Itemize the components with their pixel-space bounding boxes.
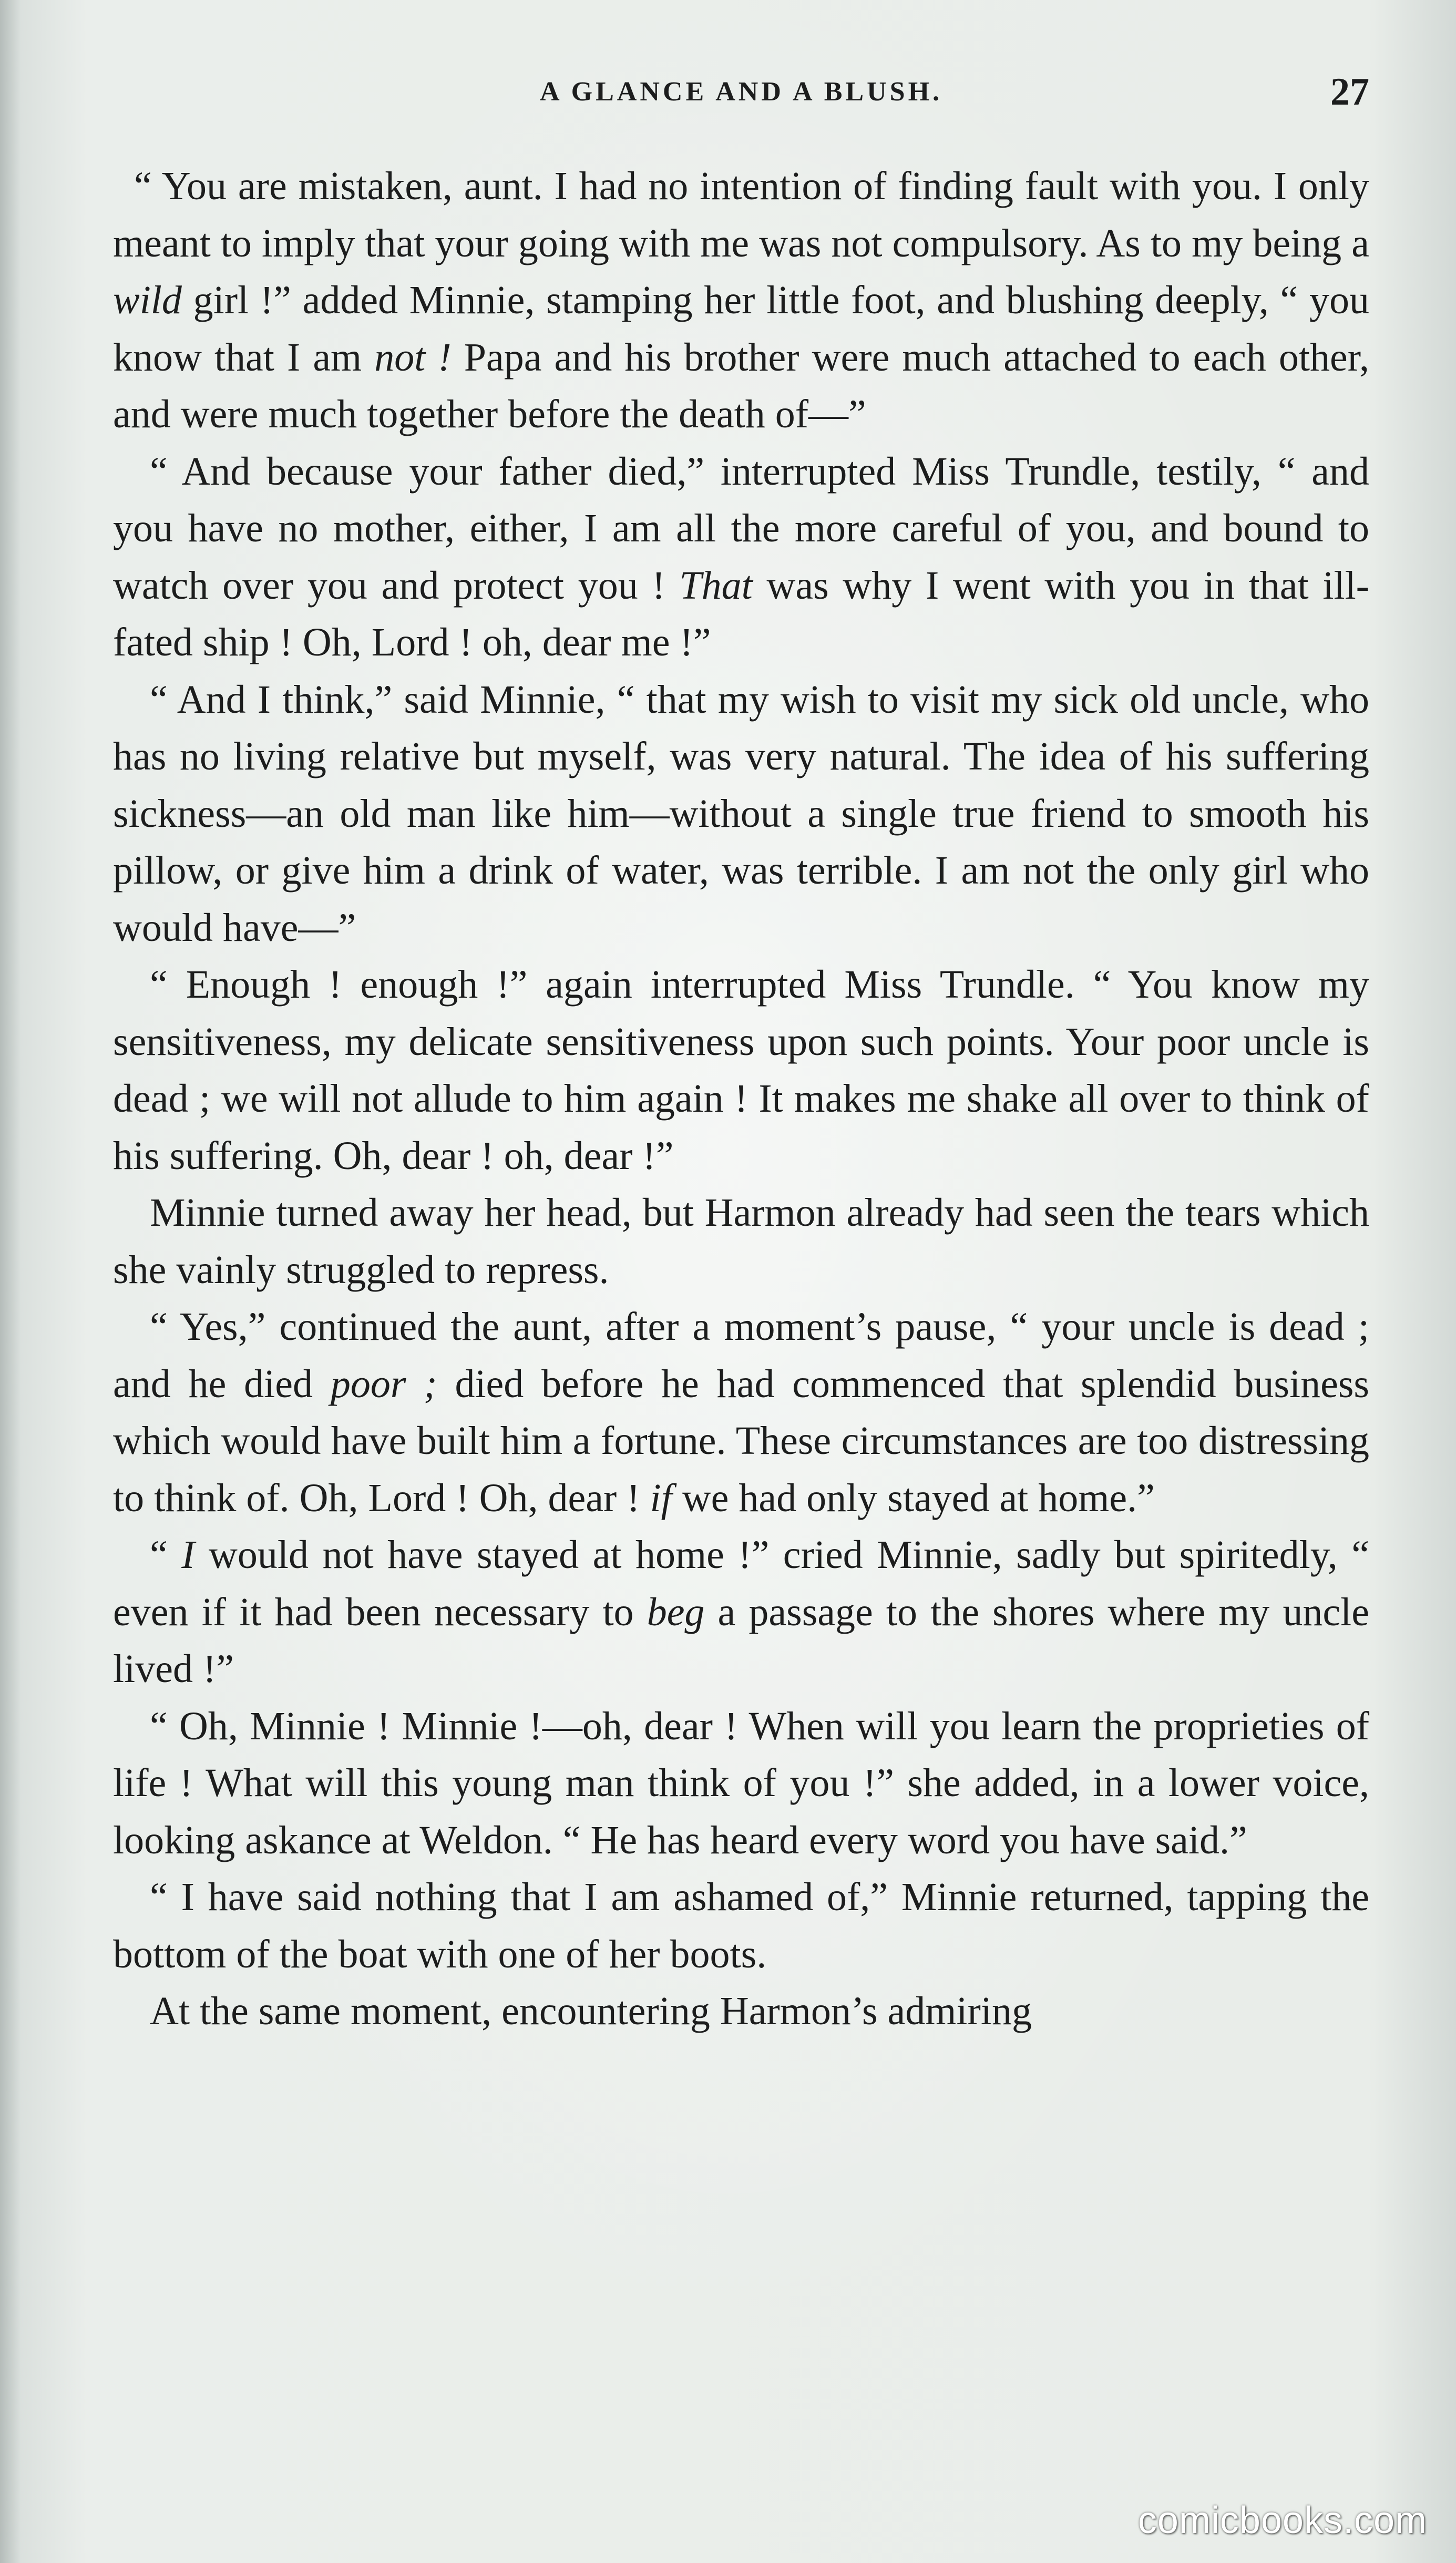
text-run: girl !” added Minnie, stamping her little foot, and blushing deeply, “ you know that I am bbox=[113, 278, 1369, 380]
italic-text: if bbox=[650, 1475, 672, 1520]
paragraph bbox=[113, 1184, 1369, 1298]
paragraph bbox=[113, 1983, 1369, 2040]
text-run: a passage to the shores where my uncle lived !” bbox=[113, 1590, 1369, 1691]
text-run: “ And I think,” said Minnie, “ that my wish to visit my sick old uncle, who has no living relative but myself, was very natural. The idea of his suffering sickness—an old man like him—without a single true friend to smooth his pillow, or give him a drink of water, was terrible. I am not the only girl who would have—” bbox=[113, 677, 1369, 950]
text-run: “ Yes,” continued the aunt, after a moment’s pause, “ your uncle is dead ; and he died bbox=[113, 1305, 1369, 1406]
text-run: Papa and his brother were much attached to each other, and were much together before the death of—” bbox=[113, 335, 1369, 436]
body-text bbox=[113, 158, 1369, 2040]
text-run: “ And because your father died,” interrupted Miss Trundle, testily, “ and you have no mother, either, I am all the more careful of you, and bound to watch over you and protect you ! bbox=[113, 449, 1369, 608]
text-run: At the same moment, encountering Harmon’s admiring bbox=[150, 1989, 1032, 2033]
paragraph bbox=[113, 671, 1369, 957]
text-run: “ I have said nothing that I am ashamed of,” Minnie returned, tapping the bottom of the boat with one of her boots. bbox=[113, 1875, 1369, 1976]
italic-text: poor ; bbox=[330, 1361, 437, 1406]
text-run: we had only stayed at home.” bbox=[672, 1475, 1155, 1520]
italic-text: beg bbox=[647, 1590, 705, 1634]
text-run: Minnie turned away her head, but Harmon already had seen the tears which she vainly struggled to repress. bbox=[113, 1191, 1369, 1292]
paragraph bbox=[113, 443, 1369, 671]
watermark: comicbooks.com bbox=[1137, 2499, 1427, 2541]
page-number: 27 bbox=[1330, 70, 1369, 114]
text-run: “ Oh, Minnie ! Minnie !—oh, dear ! When will you learn the proprieties of life ! What will this young man think of you !” she added, in a lower voice, looking askance at Weldon. “ He has heard every word you have said.” bbox=[113, 1704, 1369, 1862]
paragraph bbox=[113, 1526, 1369, 1698]
italic-text: wild bbox=[113, 278, 182, 322]
text-run: “ Enough ! enough !” again interrupted Miss Trundle. “ You know my sensitiveness, my delicate sensitiveness upon such points. Your poor uncle is dead ; we will not allude to him again ! It makes me shake all over to think of his suffering. Oh, dear ! oh, dear !” bbox=[113, 962, 1369, 1178]
spine-shadow bbox=[0, 0, 21, 2563]
text-run: “ bbox=[150, 1533, 182, 1577]
page-header bbox=[113, 63, 1369, 121]
paragraph bbox=[113, 1869, 1369, 1983]
text-run: was why I went with you in that ill-fated ship ! Oh, Lord ! oh, dear me !” bbox=[113, 563, 1369, 664]
text-run: would not have stayed at home !” cried Minnie, sadly but spiritedly, “ even if it had been necessary to bbox=[113, 1533, 1369, 1634]
italic-text: not ! bbox=[374, 335, 452, 380]
italic-text: I bbox=[181, 1533, 195, 1577]
running-title: A GLANCE AND A BLUSH. bbox=[539, 77, 943, 107]
italic-text: That bbox=[679, 563, 753, 608]
paragraph bbox=[113, 1698, 1369, 1869]
paragraph bbox=[113, 956, 1369, 1184]
paragraph bbox=[113, 158, 1369, 443]
paragraph bbox=[113, 1298, 1369, 1526]
text-run: “ You are mistaken, aunt. I had no intention of finding fault with you. I only meant to imply that your going with me was not compulsory. As to my being a bbox=[113, 164, 1369, 265]
text-run: died before he had commenced that splendid business which would have built him a fortune. These circumstances are too distressing to think of. Oh, Lord ! Oh, dear ! bbox=[113, 1361, 1369, 1520]
